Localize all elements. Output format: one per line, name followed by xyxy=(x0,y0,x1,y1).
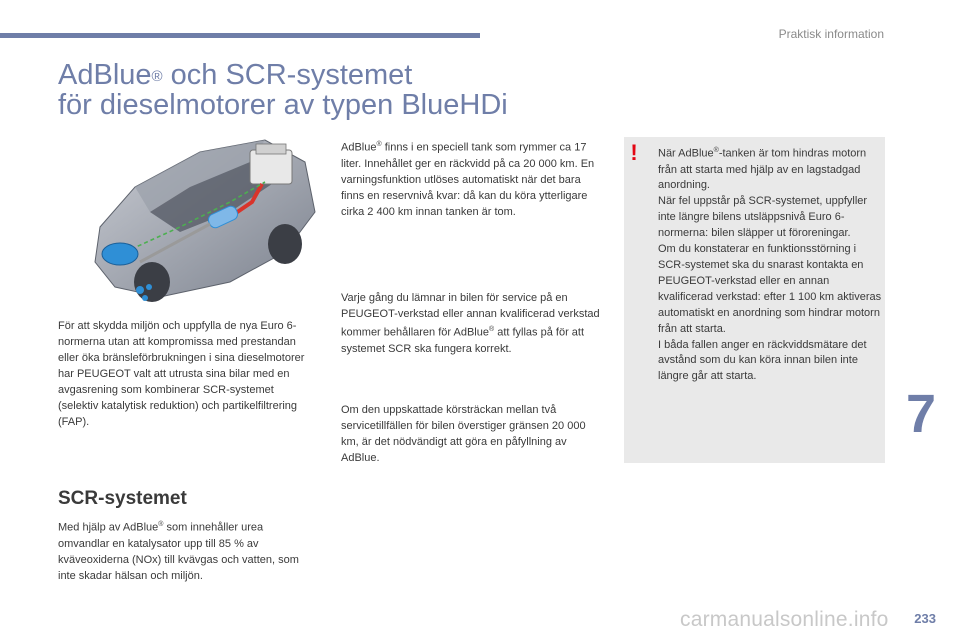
wheel-front xyxy=(268,224,302,264)
warning-text xyxy=(658,143,882,385)
service-text-post: att fyllas på för att systemet SCR ska fungera korrekt. xyxy=(341,326,585,355)
adblue-tank xyxy=(102,243,138,265)
warning-line4: I båda fallen anger en räckviddsmätare det avstånd som du kan köra innan bilen inte längre går att starta. xyxy=(658,338,867,383)
service-paragraph xyxy=(341,290,603,357)
car-illustration xyxy=(80,132,320,312)
warning-registered-mark: ® xyxy=(713,147,719,154)
service-text-pre: Varje gång du lämnar in bilen för service på en PEUGEOT-verkstad eller annan kvalificerad verkstad kommer behållaren för AdBlue xyxy=(341,292,600,339)
engine-block xyxy=(250,150,292,184)
tank-paragraph xyxy=(341,137,603,220)
scr-text-pre: Med hjälp av AdBlue xyxy=(58,521,159,534)
refill-text: Om den uppskattade körsträckan mellan två servicetillfällen för bilen överstiger gränsen 20 000 km, är det nödvändigt att göra en påfyllning av AdBlue. xyxy=(341,404,586,464)
wheel-rear xyxy=(134,262,170,302)
tank-text xyxy=(341,137,603,220)
refill-paragraph xyxy=(341,402,603,466)
service-text xyxy=(341,290,603,357)
warning-line3: Om du konstaterar en funktionsstörning i SCR-systemet ska du snarast kontakta en PEUGEOT-verkstad eller en annan kvalificerad verkstad: efter 1 100 km aktiveras automatiskt en anordning som hindrar motorn från att starta. xyxy=(658,243,882,335)
warning-icon: ! xyxy=(630,140,638,165)
engine-head xyxy=(256,144,286,154)
watermark: carmanualsonline.info xyxy=(680,608,889,631)
title-line1-rest: och SCR-systemet xyxy=(162,59,413,91)
scr-text xyxy=(58,517,308,584)
page-title xyxy=(58,60,508,120)
section-label: Praktisk information xyxy=(778,27,884,41)
title-registered-mark: ® xyxy=(151,68,163,85)
tank-text-post: finns i en speciell tank som rymmer ca 17 liter. Innehållet ger en räckvidd på ca 20 000 km. En varningsfunktion utlöses automatiskt när det bara finns en reservnivå kvar: då kan du köra ytterligare cirka 2 400 km innan tanken är tom. xyxy=(341,141,595,218)
scr-paragraph xyxy=(58,517,308,584)
warning-line1-pre: När AdBlue xyxy=(658,147,714,160)
title-adblue: AdBlue xyxy=(58,59,152,91)
scr-heading: SCR-systemet xyxy=(58,488,187,509)
service-registered-mark: ® xyxy=(488,326,495,333)
tank-registered-mark: ® xyxy=(376,141,382,148)
tank-text-pre: AdBlue xyxy=(341,141,377,154)
scr-registered-mark: ® xyxy=(158,521,164,528)
warning-line1-post: -tanken är tom hindras motorn från att starta med hjälp av en lagstadgad anordning. xyxy=(658,147,867,192)
warning-line2: När fel uppstår på SCR-systemet, uppfyller inte längre bilens utsläppsnivå Euro 6-normerna: bilen släpper ut föroreningar. xyxy=(658,195,868,240)
intro-paragraph xyxy=(58,318,308,430)
header-accent-bar xyxy=(0,33,480,38)
scr-text-post: som innehåller urea omvandlar en katalysator upp till 85 % av kväveoxiderna (NOx) till kvävgas och vatten, som inte skadar hälsan och miljön. xyxy=(58,521,299,582)
intro-text: För att skydda miljön och uppfylla de nya Euro 6-normerna utan att kompromissa med prestandan eller öka bränsleförbrukningen i sina dieselmotorer har PEUGEOT valt att utrusta sina bilar med en avgasrening som kombinerar SCR-systemet (selektiv katalytisk reduktion) och partikelfiltrering (FAP). xyxy=(58,320,305,428)
title-line2: för dieselmotorer av typen BlueHDi xyxy=(58,89,508,121)
chapter-number: 7 xyxy=(906,384,937,444)
page-number: 233 xyxy=(914,611,936,626)
